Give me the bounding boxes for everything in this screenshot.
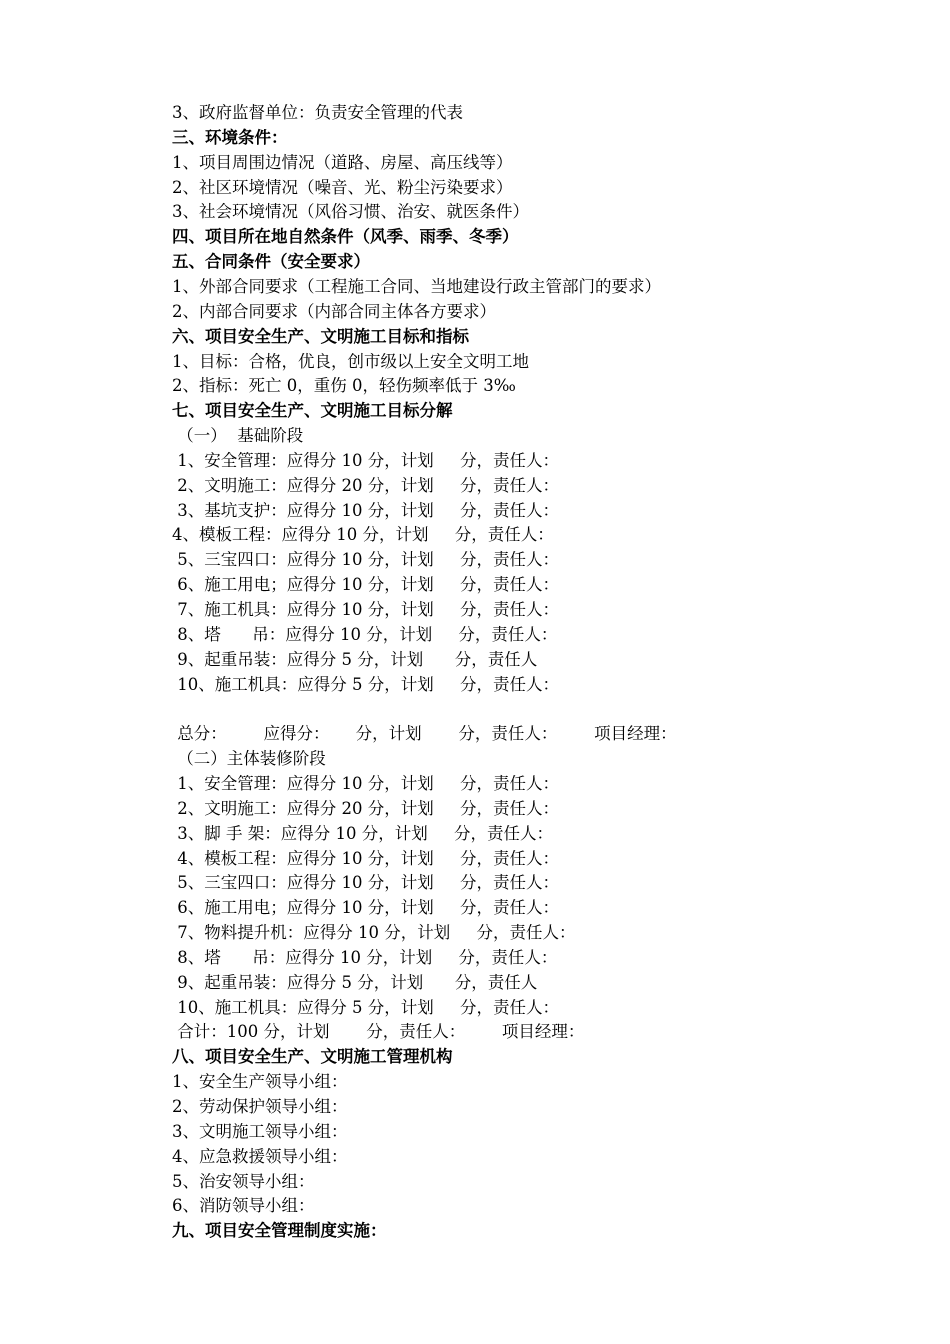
text-line: 2、劳动保护领导小组： xyxy=(172,1097,348,1116)
text-line: 1、项目周围边情况（道路、房屋、高压线等） xyxy=(172,152,513,172)
text-line: 2、内部合同要求（内部合同主体各方要求） xyxy=(172,301,496,321)
text-line: 3、文明施工领导小组： xyxy=(172,1121,348,1141)
section-heading: 六、项目安全生产、文明施工目标和指标 xyxy=(172,326,469,346)
text-line: 7、物料提升机：应得分 10 分，计划 分，责任人： xyxy=(172,923,576,943)
section-heading: 五、合同条件（安全要求） xyxy=(172,252,370,272)
text-line: 10、施工机具：应得分 5 分，计划 分，责任人： xyxy=(172,997,559,1017)
text-line: 3、基坑支护：应得分 10 分，计划 分，责任人： xyxy=(172,500,559,520)
text-line: 2、社区环境情况（噪音、光、粉尘污染要求） xyxy=(172,177,513,197)
section-heading: 四、项目所在地自然条件（风季、雨季、冬季） xyxy=(172,227,519,247)
text-line: 5、三宝四口：应得分 10 分，计划 分，责任人： xyxy=(172,550,559,570)
text-line: 5、治安领导小组： xyxy=(172,1171,315,1191)
section-heading: 三、环境条件： xyxy=(172,127,288,147)
text-line: 4、模板工程：应得分 10 分，计划 分，责任人： xyxy=(172,525,554,545)
text-line: （一） 基础阶段 xyxy=(172,426,304,446)
text-line: 8、塔 吊：应得分 10 分，计划 分，责任人： xyxy=(172,947,558,967)
text-line: 2、文明施工：应得分 20 分，计划 分，责任人： xyxy=(172,475,559,495)
text-line: 5、三宝四口：应得分 10 分，计划 分，责任人： xyxy=(172,873,559,893)
text-line: 6、消防领导小组： xyxy=(172,1196,315,1216)
text-line: 1、安全生产领导小组： xyxy=(172,1072,348,1092)
text-line: 9、起重吊装：应得分 5 分，计划 分，责任人 xyxy=(172,972,538,992)
text-line: 2、文明施工：应得分 20 分，计划 分，责任人： xyxy=(172,798,559,818)
text-line: 3、政府监督单位：负责安全管理的代表 xyxy=(172,103,463,122)
text-line: 4、应急救援领导小组： xyxy=(172,1146,348,1166)
text-line: 1、安全管理：应得分 10 分，计划 分，责任人： xyxy=(172,450,559,470)
text-line: 8、塔 吊：应得分 10 分，计划 分，责任人： xyxy=(172,624,558,644)
text-line: 10、施工机具：应得分 5 分，计划 分，责任人： xyxy=(172,674,559,694)
section-heading: 七、项目安全生产、文明施工目标分解 xyxy=(172,401,453,421)
text-line: 6、施工用电；应得分 10 分，计划 分，责任人： xyxy=(172,898,559,918)
text-line: 2、指标：死亡 0，重伤 0，轻伤频率低于 3‰ xyxy=(172,376,516,396)
text-line: 6、施工用电；应得分 10 分，计划 分，责任人： xyxy=(172,575,559,595)
text-line: 1、安全管理：应得分 10 分，计划 分，责任人： xyxy=(172,773,559,793)
text-line: 3、社会环境情况（风俗习惯、治安、就医条件） xyxy=(172,202,529,222)
text-line: 3、脚 手 架：应得分 10 分，计划 分，责任人： xyxy=(172,823,553,843)
text-line: 9、起重吊装：应得分 5 分，计划 分，责任人 xyxy=(172,649,538,669)
text-line: 1、目标：合格，优良，创市级以上安全文明工地 xyxy=(172,351,529,371)
section-heading: 八、项目安全生产、文明施工管理机构 xyxy=(172,1047,453,1067)
text-line: 4、模板工程：应得分 10 分，计划 分，责任人： xyxy=(172,848,559,868)
text-line: 合计：100 分，计划 分，责任人： 项目经理： xyxy=(172,1022,585,1042)
section-heading: 九、项目安全管理制度实施： xyxy=(172,1221,387,1241)
text-line: （二）主体装修阶段 xyxy=(172,749,326,769)
text-line: 7、施工机具：应得分 10 分，计划 分，责任人： xyxy=(172,600,559,619)
text-line: 1、外部合同要求（工程施工合同、当地建设行政主管部门的要求） xyxy=(172,276,661,296)
text-line: 总分： 应得分： 分，计划 分，责任人： 项目经理： xyxy=(172,724,677,744)
